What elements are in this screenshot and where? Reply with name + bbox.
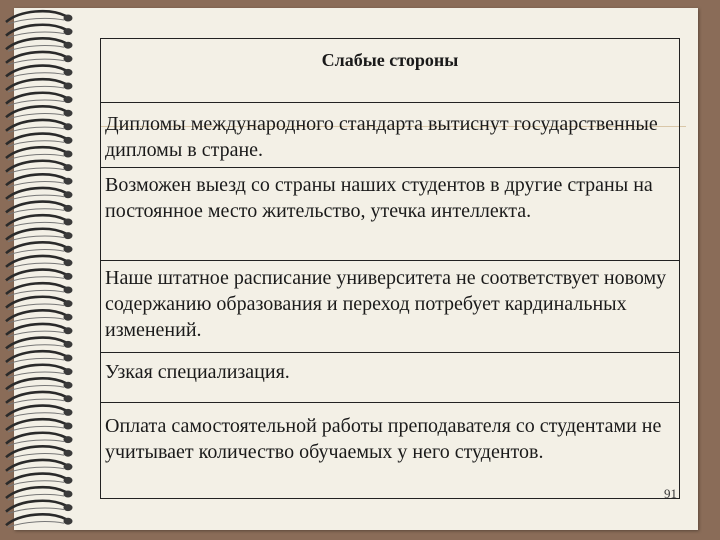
- binding-ring: [6, 174, 73, 187]
- binding-ring: [6, 324, 73, 337]
- binding-ring: [6, 419, 73, 432]
- binding-ring: [6, 52, 73, 65]
- spiral-binding-icon: [0, 8, 80, 530]
- binding-ring: [6, 378, 73, 391]
- binding-ring: [6, 460, 73, 473]
- binding-ring: [6, 38, 73, 51]
- table-row: [101, 353, 680, 403]
- binding-ring: [6, 501, 73, 514]
- binding-ring: [6, 338, 73, 351]
- binding-ring: [6, 283, 73, 296]
- binding-ring: [6, 25, 73, 38]
- weakness-item: Наше штатное расписание университета не соответствует новому содержанию образования и переход потребует кардинальных изменений.: [101, 261, 680, 353]
- table-row: [101, 403, 680, 499]
- binding-ring: [6, 310, 73, 323]
- binding-ring: [6, 229, 73, 242]
- binding-ring: [6, 433, 73, 446]
- table-row: [101, 103, 680, 168]
- binding-ring: [6, 270, 73, 283]
- weaknesses-table: [100, 38, 680, 499]
- table-row: [101, 261, 680, 353]
- binding-ring: [6, 147, 73, 160]
- binding-ring: [6, 106, 73, 119]
- binding-ring: [6, 215, 73, 228]
- table-title: Слабые стороны: [101, 39, 680, 103]
- slide-number: 91: [664, 486, 677, 501]
- binding-ring: [6, 93, 73, 106]
- binding-ring: [6, 351, 73, 364]
- binding-ring: [6, 202, 73, 215]
- binding-ring: [6, 11, 73, 24]
- table-row: [101, 168, 680, 261]
- binding-ring: [6, 514, 73, 527]
- binding-ring: [6, 66, 73, 79]
- weakness-item: Узкая специализация.: [101, 353, 680, 403]
- binding-ring: [6, 487, 73, 500]
- binding-ring: [6, 161, 73, 174]
- binding-ring: [6, 406, 73, 419]
- table-header-row: [101, 39, 680, 103]
- binding-ring: [6, 188, 73, 201]
- binding-ring: [6, 134, 73, 147]
- binding-ring: [6, 392, 73, 405]
- binding-ring: [6, 297, 73, 310]
- weakness-item: Оплата самостоятельной работы преподавателя со студентами не учитывает количество обучаемых у него студентов.: [101, 403, 680, 499]
- weakness-item: Дипломы международного стандарта вытиснут государственные дипломы в стране.: [101, 103, 680, 168]
- binding-ring: [6, 474, 73, 487]
- binding-ring: [6, 120, 73, 133]
- binding-ring: [6, 256, 73, 269]
- binding-ring: [6, 79, 73, 92]
- weakness-item: Возможен выезд со страны наших студентов в другие страны на постоянное место жительство, утечка интеллекта.: [101, 168, 680, 261]
- binding-ring: [6, 446, 73, 459]
- binding-ring: [6, 242, 73, 255]
- binding-ring: [6, 365, 73, 378]
